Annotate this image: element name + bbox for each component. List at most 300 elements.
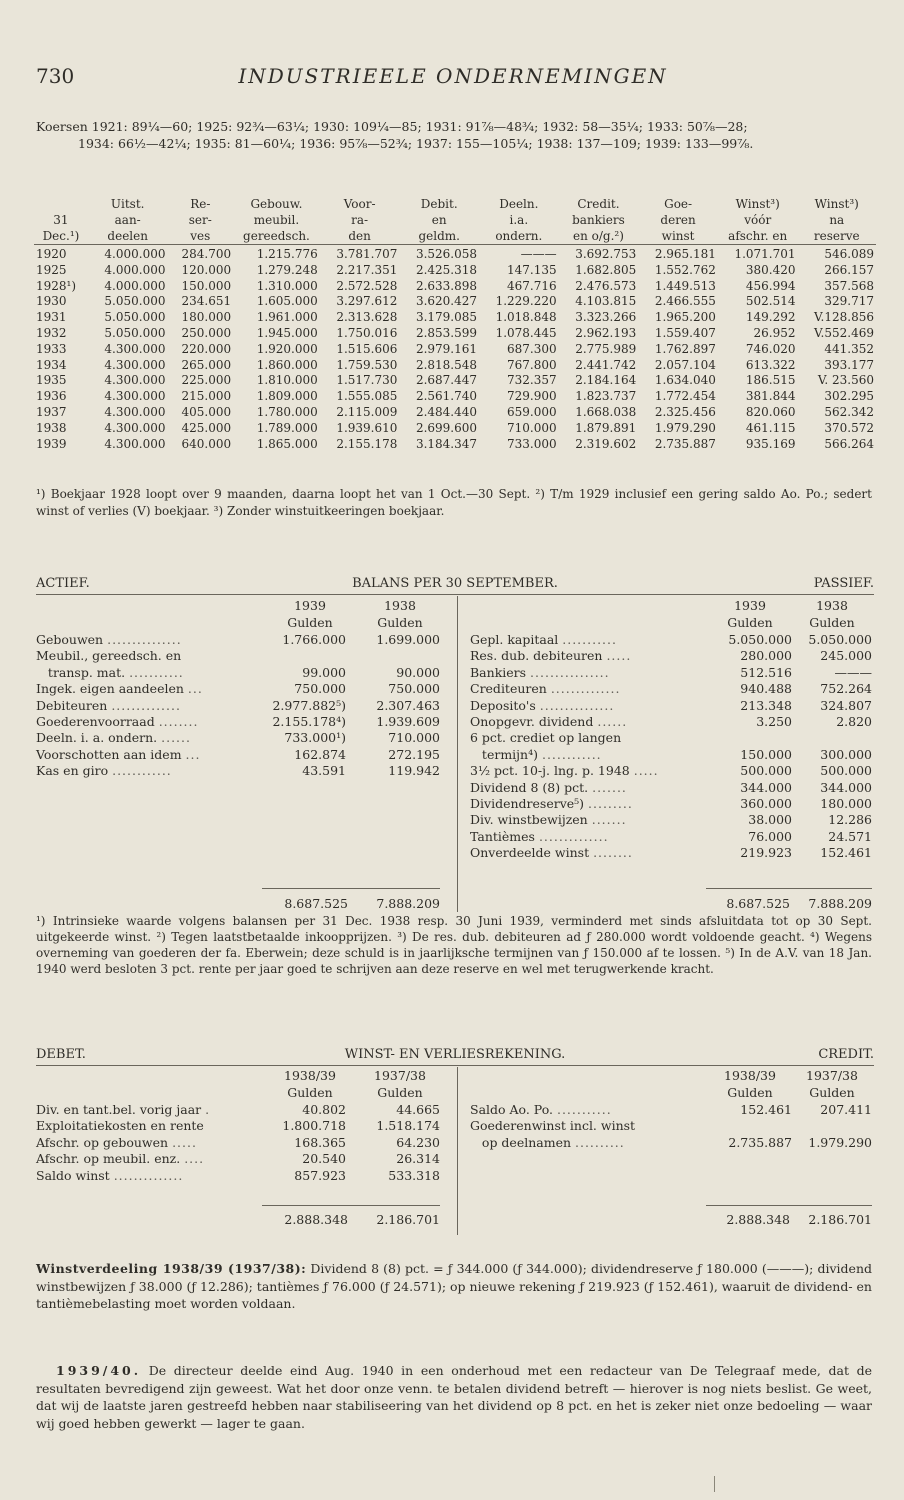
history-value-cell: 733.000: [507, 436, 557, 451]
history-value-cell: 2.155.178: [336, 436, 398, 451]
actief-value-previous: 750.000: [388, 681, 440, 697]
actief-value-previous: 2.307.463: [376, 697, 440, 713]
history-year-cell: 1925: [36, 262, 67, 277]
history-row: [34, 245, 876, 263]
history-value-cell: 2.775.989: [575, 341, 637, 356]
credit-header: [470, 1068, 872, 1102]
page-header: [36, 64, 870, 90]
history-value-cell: 2.687.447: [415, 373, 478, 388]
wv-title: WINST- EN VERLIESREKENING.: [344, 1047, 566, 1062]
history-value-cell: 284.700: [181, 247, 232, 261]
passief-value-previous: 245.000: [820, 648, 872, 664]
passief-label: [470, 829, 609, 845]
history-value-cell: 26.952: [753, 325, 796, 340]
passief-leader-dots: ................: [530, 664, 610, 680]
actief-leader-dots: ............: [112, 763, 172, 779]
actief-leader-dots: ...........: [129, 664, 184, 680]
actief-year-2: 1938: [384, 598, 416, 613]
passief-label-text: Tantièmes: [470, 828, 535, 844]
actief-label-text: Meubil., gereedsch. en: [36, 648, 182, 664]
history-value-cell: 1.780.000: [256, 404, 318, 419]
history-row: [34, 405, 876, 421]
history-value-cell: 1.279.248: [256, 262, 318, 277]
passief-value-current: 5.050.000: [728, 632, 792, 647]
debet-total-rule: [262, 1205, 440, 1206]
history-header-cell: en: [431, 213, 447, 227]
history-value-cell: 2.561.740: [415, 389, 478, 404]
passief-label-text: 3½ pct. 10-j. lng. p. 1948: [470, 763, 630, 779]
history-header-cell: Deeln.: [499, 197, 539, 211]
history-value-cell: 2.484.440: [415, 404, 478, 419]
history-value-cell: 1.229.220: [495, 294, 557, 309]
history-value-cell: 380.420: [745, 262, 796, 277]
passief-title: PASSIEF.: [813, 576, 874, 591]
pencil-mark: [714, 1476, 717, 1492]
credit-total-2: 2.186.701: [808, 1212, 872, 1227]
history-value-cell: 180.000: [181, 310, 232, 325]
history-value-cell: 2.735.887: [654, 436, 716, 451]
actief-label: [36, 632, 182, 648]
history-year-cell: 1935: [36, 373, 67, 388]
passief-unit-1: Gulden: [727, 615, 773, 630]
debet-label: [36, 1118, 204, 1134]
debet-value-previous: 26.314: [396, 1151, 440, 1167]
history-value-cell: 2.818.548: [415, 357, 478, 372]
actief-unit-2: Gulden: [377, 615, 423, 630]
history-value-cell: 3.297.612: [336, 294, 398, 309]
history-header-cell: na: [829, 213, 845, 227]
history-value-cell: 2.965.181: [654, 247, 716, 261]
credit-column: [470, 1068, 872, 1151]
credit-rows: [470, 1102, 872, 1151]
history-value-cell: V. 23.560: [817, 373, 874, 388]
history-header-cell: [34, 196, 88, 212]
passief-label: [470, 763, 659, 779]
history-value-cell: 5.050.000: [104, 310, 166, 325]
credit-row: [470, 1118, 872, 1134]
history-header-cell: Uitst.: [110, 197, 145, 211]
balans-footnote: ¹) Intrinsieke waarde volgens balansen per 31 Dec. 1938 resp. 30 Juni 1939, verminderd met sinds afsluitdata tot op 30 Sept. uitgekeerde winst. ²) Tegen laatstbetaalde inkoopprijzen. ³) De res. dub. debiteuren ad ƒ 280.000 wordt voldoende geacht. ⁴) Wegens overneming van goederen der fa. Eberwein; deze schuld is in jaarlijksche termijnen van ƒ 150.000 af te lossen. ⁵) In de A.V. van 18 Jan. 1940 werd besloten 3 pct. rente per jaar goed te schrijven aan deze reserve en wel met terugwerkende kracht.: [36, 914, 872, 976]
debet-label: [36, 1135, 197, 1151]
history-row: [34, 389, 876, 405]
passief-row: [470, 698, 872, 714]
actief-value-current: 750.000: [294, 681, 346, 697]
history-value-cell: 1.979.290: [654, 420, 716, 435]
history-year-cell: 1936: [36, 389, 67, 404]
history-value-cell: 150.000: [181, 278, 232, 293]
history-value-cell: V.128.856: [813, 310, 874, 325]
history-value-cell: 1.772.454: [654, 389, 716, 404]
history-row: [34, 263, 876, 279]
history-value-cell: 405.000: [181, 404, 232, 419]
debet-value-current: 40.802: [302, 1102, 346, 1117]
debet-label-text: Saldo winst: [36, 1167, 110, 1183]
passief-label-text: Onopgevr. dividend: [470, 713, 594, 729]
passief-header: [470, 598, 872, 632]
history-value-cell: 1.634.040: [654, 373, 716, 388]
passief-total-rule: [706, 888, 872, 889]
actief-row: [36, 698, 440, 714]
passief-leader-dots: ..............: [550, 681, 621, 697]
passief-value-previous: 300.000: [820, 746, 872, 762]
passief-value-previous: 180.000: [820, 795, 872, 811]
credit-label-text: Saldo Ao. Po.: [470, 1102, 553, 1117]
history-row: [34, 358, 876, 374]
history-value-cell: 4.300.000: [104, 389, 166, 404]
history-value-cell: 456.994: [745, 278, 796, 293]
debet-label-text: Div. en tant.bel. vorig jaar: [36, 1102, 202, 1117]
actief-label-text: Ingek. eigen aandeelen: [36, 681, 184, 697]
passief-row: [470, 681, 872, 697]
history-header-cell: deelen: [88, 228, 168, 245]
passief-leader-dots: .......: [591, 812, 627, 828]
passief-label-text: termijn⁴): [470, 746, 538, 762]
debet-column: [36, 1068, 440, 1184]
debet-total-2: 2.186.701: [376, 1212, 440, 1227]
history-value-cell: 546.089: [824, 247, 874, 261]
actief-row: [36, 648, 440, 664]
debet-leader-dots: ..............: [113, 1167, 184, 1183]
history-value-cell: 4.103.815: [575, 294, 637, 309]
actief-value-current: 2.977.882⁵): [272, 697, 346, 713]
debet-row: [36, 1151, 440, 1167]
history-value-cell: 2.184.164: [575, 373, 637, 388]
passief-leader-dots: .......: [592, 779, 627, 795]
passief-row: [470, 829, 872, 845]
actief-label: [36, 665, 184, 681]
history-value-cell: 357.568: [824, 278, 874, 293]
history-value-cell: 935.169: [745, 436, 796, 451]
credit-year-2: 1937/38: [806, 1068, 858, 1083]
actief-value-current: 99.000: [302, 664, 346, 680]
passief-value-previous: 500.000: [820, 763, 872, 779]
history-value-cell: 2.115.009: [336, 404, 398, 419]
history-value-cell: 329.717: [824, 294, 874, 309]
history-year-cell: 1937: [36, 404, 67, 419]
history-table-header: [34, 196, 876, 245]
debet-value-previous: 1.518.174: [376, 1118, 440, 1134]
passief-label: [470, 632, 617, 648]
history-value-cell: 1.920.000: [256, 341, 318, 356]
history-header-cell: Dec.¹): [34, 228, 88, 245]
actief-leader-dots: ...: [185, 746, 201, 762]
passief-leader-dots: .....: [606, 648, 632, 664]
debet-row: [36, 1118, 440, 1134]
history-value-cell: 1.759.530: [336, 357, 398, 372]
balans-title: BALANS PER 30 SEPTEMBER.: [352, 576, 558, 591]
history-header-cell: en o/g.²): [559, 228, 639, 245]
credit-label: [470, 1135, 625, 1151]
debet-row: [36, 1135, 440, 1151]
debet-unit-2: Gulden: [377, 1085, 423, 1100]
passief-label: [470, 812, 627, 828]
actief-rows: [36, 632, 440, 780]
credit-leader-dots: ...........: [556, 1102, 612, 1117]
passief-label: [470, 714, 627, 730]
history-value-cell: 4.300.000: [104, 373, 166, 388]
passief-row: [470, 648, 872, 664]
actief-label: [36, 681, 203, 697]
history-year-cell: 1934: [36, 357, 67, 372]
history-value-cell: 4.300.000: [104, 436, 166, 451]
actief-label: [36, 698, 181, 714]
debet-label-text: Exploitatiekosten en rente: [36, 1118, 204, 1134]
history-value-cell: 2.319.602: [575, 436, 637, 451]
history-footnote: ¹) Boekjaar 1928 loopt over 9 maanden, daarna loopt het van 1 Oct.—30 Sept. ²) T/m 1929 inclusief een gering saldo Ao. Po.; sedert winst of verlies (V) boekjaar. ³) Zonder winstuitkeeringen boekjaar.: [36, 487, 872, 518]
history-header-cell: Winst³): [814, 197, 859, 211]
history-value-cell: 3.620.427: [415, 294, 478, 309]
debet-leader-dots: ....: [184, 1151, 205, 1167]
history-row: [34, 373, 876, 389]
balans-top-rule: [36, 594, 874, 595]
history-value-cell: 1.865.000: [256, 436, 318, 451]
actief-total-rule: [262, 888, 440, 889]
history-value-cell: 1.750.016: [336, 325, 398, 340]
history-value-cell: 393.177: [824, 357, 874, 372]
history-value-cell: 381.844: [745, 389, 796, 404]
debet-value-current: 168.365: [294, 1134, 346, 1150]
actief-label-text: transp. mat.: [36, 664, 126, 680]
passief-leader-dots: ........: [593, 845, 633, 861]
debet-leader-dots: .....: [172, 1134, 197, 1150]
jaar-text: De directeur deelde eind Aug. 1940 in een onderhoud met een redacteur van De Telegraaf mede, dat de resultaten bevredigend zijn geweest. Wat het door onze venn. te betalen dividend betreft — hierover is nog niets beslist. Ge weet, dat wij de laatste jaren gestreefd hebben naar stabiliseering van het dividend op 8 pct. en het is zeker niet onze bedoeling — waar wij goed hebben gewerkt — lager te gaan.: [36, 1363, 872, 1431]
actief-row: [36, 665, 440, 681]
history-value-cell: V.552.469: [813, 325, 874, 340]
history-value-cell: 1.682.805: [575, 262, 637, 277]
history-value-cell: 4.300.000: [104, 404, 166, 419]
history-value-cell: 2.325.456: [654, 404, 716, 419]
actief-value-previous: 90.000: [396, 664, 440, 680]
passief-label: [470, 747, 602, 763]
winstverdeeling-lead: Winstverdeeling 1938/39 (1937/38):: [36, 1261, 307, 1276]
history-value-cell: 1.449.513: [654, 278, 716, 293]
history-value-cell: 1.517.730: [336, 373, 398, 388]
actief-label-text: Goederenvoorraad: [36, 713, 155, 729]
passief-value-previous: ———: [834, 664, 872, 680]
passief-label-text: Dividend 8 (8) pct.: [470, 779, 589, 795]
credit-value-current: 2.735.887: [728, 1134, 792, 1150]
history-value-cell: 215.000: [181, 389, 232, 404]
passief-value-current: 150.000: [740, 746, 792, 762]
history-value-cell: 425.000: [181, 420, 232, 435]
history-value-cell: 613.322: [745, 357, 796, 372]
debet-label: [36, 1168, 183, 1184]
history-value-cell: 3.184.347: [415, 436, 478, 451]
balans-divider: [457, 596, 458, 912]
history-year-cell: 1930: [36, 294, 67, 309]
passief-value-current: 76.000: [748, 828, 792, 844]
history-value-cell: 566.264: [824, 436, 874, 451]
actief-label: [36, 714, 198, 730]
passief-total-1938: 7.888.209: [808, 896, 872, 911]
actief-value-previous: 1.699.000: [376, 632, 440, 647]
debet-value-current: 20.540: [302, 1151, 346, 1167]
passief-row: [470, 665, 872, 681]
history-row: [34, 437, 876, 453]
history-header-cell: Winst³): [735, 197, 780, 211]
actief-title: ACTIEF.: [36, 576, 90, 591]
history-value-cell: 2.441.742: [575, 357, 637, 372]
actief-label-text: Voorschotten aan idem: [36, 746, 182, 762]
history-value-cell: 441.352: [824, 341, 874, 356]
history-value-cell: 687.300: [507, 341, 557, 356]
passief-leader-dots: ...........: [562, 632, 617, 647]
passief-label: [470, 780, 627, 796]
passief-row: [470, 812, 872, 828]
credit-title: CREDIT.: [818, 1047, 874, 1062]
history-value-cell: 732.357: [507, 373, 557, 388]
credit-row: [470, 1102, 872, 1118]
history-value-cell: 4.300.000: [104, 420, 166, 435]
passief-year-1: 1939: [734, 598, 766, 613]
actief-leader-dots: ..............: [111, 697, 181, 713]
passief-leader-dots: .........: [588, 795, 633, 811]
passief-label-text: Res. dub. debiteuren: [470, 648, 603, 664]
history-value-cell: 1.215.776: [256, 247, 318, 261]
history-value-cell: 149.292: [745, 310, 796, 325]
passief-label: [470, 665, 610, 681]
history-year-cell: 1920: [36, 247, 67, 261]
history-value-cell: 1.552.762: [654, 262, 716, 277]
history-value-cell: 4.000.000: [104, 262, 166, 277]
history-header-cell: ondern.: [479, 228, 559, 245]
history-value-cell: 1.810.000: [256, 373, 318, 388]
credit-value-previous: 1.979.290: [808, 1134, 872, 1150]
passief-column: [470, 598, 872, 861]
debet-value-previous: 533.318: [388, 1167, 440, 1183]
actief-label-text: Kas en giro: [36, 763, 109, 779]
actief-leader-dots: ........: [158, 713, 199, 729]
actief-label: [36, 648, 181, 664]
passief-row: [470, 747, 872, 763]
history-value-cell: 1.310.000: [256, 278, 318, 293]
passief-label: [470, 796, 633, 812]
actief-row: [36, 714, 440, 730]
history-value-cell: 3.692.753: [575, 247, 637, 261]
history-value-cell: 2.962.193: [575, 325, 637, 340]
passief-value-current: 500.000: [740, 763, 792, 779]
history-header-cell: ves: [168, 228, 234, 245]
history-header-cell: Re-: [190, 197, 211, 211]
history-value-cell: 746.020: [745, 341, 796, 356]
credit-value-previous: 207.411: [820, 1102, 872, 1117]
passief-label-text: Onverdeelde winst: [470, 845, 590, 861]
history-value-cell: 1.559.407: [654, 325, 716, 340]
actief-value-current: 733.000¹): [284, 730, 346, 746]
history-value-cell: 820.060: [745, 404, 796, 419]
history-header-row: [34, 212, 876, 228]
actief-row: [36, 681, 440, 697]
passief-value-current: 512.516: [740, 664, 792, 680]
debet-value-previous: 64.230: [396, 1134, 440, 1150]
history-value-cell: 4.000.000: [104, 247, 166, 261]
history-value-cell: 147.135: [507, 262, 557, 277]
history-row: [34, 421, 876, 437]
debet-row: [36, 1102, 440, 1118]
passief-row: [470, 714, 872, 730]
history-row: [34, 279, 876, 295]
actief-leader-dots: ......: [161, 730, 191, 746]
passief-row: [470, 730, 872, 746]
passief-year-2: 1938: [816, 598, 848, 613]
history-value-cell: 2.217.351: [336, 262, 398, 277]
credit-year-1: 1938/39: [724, 1068, 776, 1083]
passief-row: [470, 632, 872, 648]
actief-row: [36, 730, 440, 746]
history-year-cell: 1931: [36, 310, 67, 325]
passief-value-previous: 752.264: [820, 681, 872, 697]
passief-value-previous: 324.807: [820, 697, 872, 713]
passief-value-current: 213.348: [740, 697, 792, 713]
passief-value-previous: 24.571: [828, 828, 872, 844]
passief-label-text: 6 pct. crediet op langen: [470, 730, 622, 746]
history-header-cell: gereedsch.: [233, 228, 320, 245]
history-header-cell: reserve: [798, 228, 876, 245]
actief-label: [36, 747, 200, 763]
history-value-cell: 3.323.266: [575, 310, 637, 325]
history-year-cell: 1939: [36, 436, 67, 451]
history-value-cell: 1.789.000: [256, 420, 318, 435]
debet-header: [36, 1068, 440, 1102]
history-value-cell: 2.572.528: [336, 278, 398, 293]
credit-label: [470, 1102, 612, 1118]
passief-leader-dots: ......: [597, 713, 628, 729]
history-value-cell: 2.699.600: [415, 420, 478, 435]
history-value-cell: 467.716: [507, 278, 557, 293]
history-value-cell: 1.823.737: [575, 389, 637, 404]
actief-label: [36, 763, 172, 779]
history-value-cell: 4.300.000: [104, 341, 166, 356]
history-value-cell: 1.668.038: [575, 404, 637, 419]
history-header-cell: ra-: [351, 213, 369, 227]
passief-label: [470, 730, 621, 746]
actief-value-current: 2.155.178⁴): [272, 713, 346, 729]
history-value-cell: 1.860.000: [256, 357, 318, 372]
passief-label-text: Deposito's: [470, 697, 536, 713]
passief-value-previous: 152.461: [820, 845, 872, 861]
history-header-cell: 31: [53, 213, 69, 227]
actief-value-previous: 119.942: [388, 763, 440, 779]
history-header-cell: Gebouw.: [250, 197, 303, 211]
history-row: [34, 326, 876, 342]
passief-label: [470, 845, 633, 861]
passief-value-current: 344.000: [740, 779, 792, 795]
passief-value-current: 940.488: [740, 681, 792, 697]
credit-unit-1: Gulden: [727, 1085, 773, 1100]
history-value-cell: 562.342: [824, 404, 874, 419]
running-title: INDUSTRIEELE ONDERNEMINGEN: [238, 64, 668, 88]
passief-value-previous: 12.286: [828, 812, 872, 828]
history-value-cell: 2.057.104: [654, 357, 716, 372]
debet-year-2: 1937/38: [374, 1068, 426, 1083]
actief-row: [36, 763, 440, 779]
history-header-cell: Voor-: [343, 197, 376, 211]
debet-rows: [36, 1102, 440, 1184]
debet-row: [36, 1168, 440, 1184]
history-value-cell: 2.466.555: [654, 294, 716, 309]
history-value-cell: 710.000: [507, 420, 557, 435]
passief-label: [470, 681, 620, 697]
actief-year-1: 1939: [294, 598, 326, 613]
passief-row: [470, 796, 872, 812]
debet-total-1: 2.888.348: [284, 1212, 348, 1227]
passief-row: [470, 845, 872, 861]
actief-row: [36, 632, 440, 648]
history-row: [34, 294, 876, 310]
debet-year-1: 1938/39: [284, 1068, 336, 1083]
history-value-cell: 2.633.898: [415, 278, 478, 293]
history-header-row: [34, 228, 876, 245]
